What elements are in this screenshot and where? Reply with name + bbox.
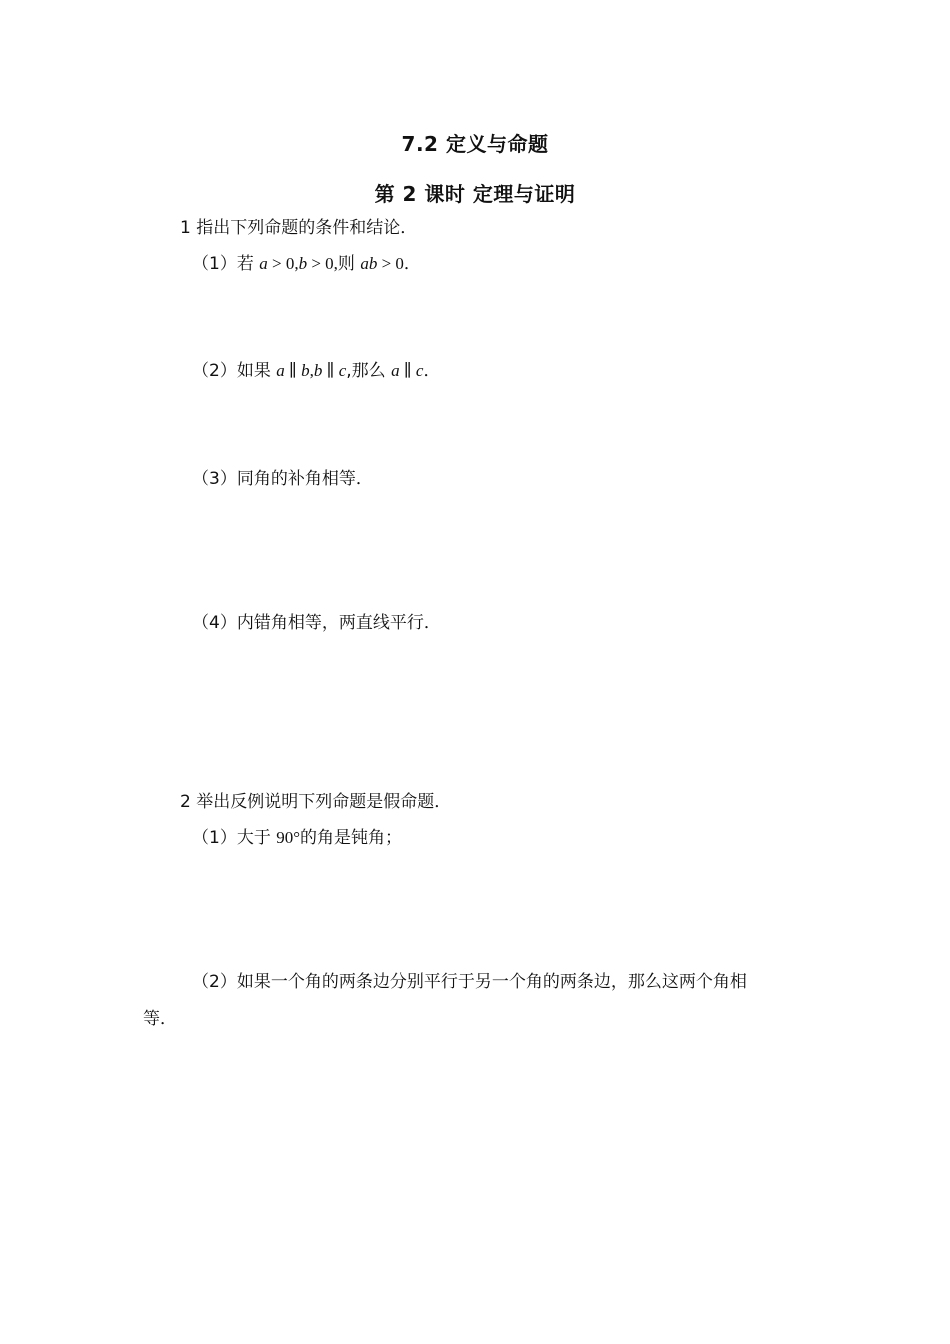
math-b-2: b [313,361,323,380]
q2-item-1-prefix: （1）大于 [192,828,277,848]
item-1-end: ． [403,254,421,274]
math-gt-3: > 0 [377,254,404,273]
parallel-2: ∥ [322,361,339,380]
question-1-prompt: 1 指出下列命题的条件和结论． [180,218,418,238]
parallel-3: ∥ [399,361,416,380]
math-a-2: a [391,361,400,380]
math-ab: ab [360,254,378,273]
angle-degree: 90° [276,828,301,847]
question-1-item-2 [192,359,440,383]
math-c-2: c [415,361,424,380]
question-2-item-2-line-2: 等． [143,1009,177,1029]
math-a-1: a [276,361,285,380]
math-gt-2: > 0, [307,254,338,273]
question-1-item-4: （4）内错角相等，两直线平行． [192,613,441,633]
math-c-1: c [338,361,347,380]
comma: , [309,361,314,380]
parallel-1: ∥ [284,361,302,380]
question-2-item-1 [192,826,402,850]
item-2-end: ． [423,361,441,381]
math-a: a [259,254,268,273]
section-title: 7.2 定义与命题 [401,132,549,156]
item-1-prefix: （1）若 [192,254,260,274]
item-1-then: 则 [337,254,361,274]
math-b-1: b [301,361,310,380]
question-2-item-2-line-1: （2）如果一个角的两条边分别平行于另一个角的两条边，那么这两个角相 [192,972,747,992]
lesson-title: 第 2 课时 定理与证明 [374,182,576,206]
item-2-prefix: （2）如果 [192,361,277,381]
question-1-item-3: （3）同角的补角相等． [192,469,373,489]
question-2-prompt: 2 举出反例说明下列命题是假命题． [180,792,452,812]
math-b: b [298,254,308,273]
item-2-then: ,那么 [346,361,392,381]
math-gt-1: > 0, [267,254,299,273]
question-1-item-1 [192,252,421,276]
q2-item-1-suffix: 的角是钝角； [300,828,403,848]
